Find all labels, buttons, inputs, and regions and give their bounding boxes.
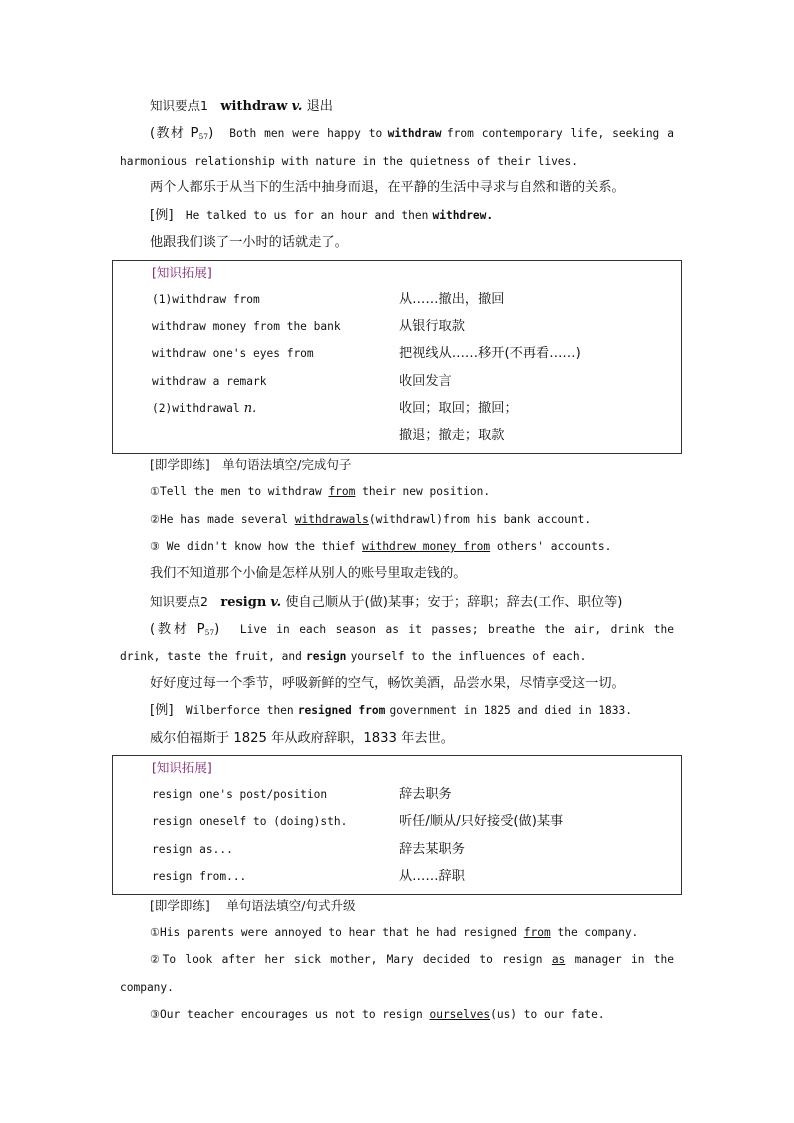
point1-ext-en-1: withdraw money from the bank	[152, 320, 341, 333]
point2-q2-line1: ②To look after her sick mother, Mary decided to resign as manager in the	[150, 953, 674, 966]
point1-ext-tag: [知识拓展]	[152, 265, 212, 280]
point1-label: 知识要点1	[150, 98, 208, 113]
point1-practice-heading: [即学即练] 单句语法填空/完成句子	[150, 457, 352, 472]
point2-practice-heading: [即学即练] 单句语法填空/句式升级	[150, 898, 356, 913]
point2-ext-cn-1: 听任/顺从/只好接受(做)某事	[399, 814, 564, 829]
point2-meaning: 使自己顺从于(做)某事；安于；辞职；辞去(工作、职位等)	[285, 595, 623, 610]
point1-q1: ①Tell the men to withdraw from their new position.	[150, 485, 491, 498]
point2-example-en-2: drink, taste the fruit, and resign yourself to the influences of each.	[120, 650, 587, 663]
point1-pos: v.	[291, 99, 303, 114]
point2-label: 知识要点2	[150, 594, 208, 609]
point2-ext-en-2: resign as...	[152, 843, 233, 856]
point1-ext-cn-5: 撤退；撤走；取款	[399, 428, 505, 443]
point2-li: [例] Wilberforce then resigned from government in 1825 and died in 1833.	[150, 703, 632, 718]
point2-q2-line2: company.	[120, 981, 174, 994]
point2-ext-en-1: resign oneself to (doing)sth.	[152, 815, 348, 828]
point2-ext-cn-3: 从……辞职	[399, 869, 465, 884]
point1-q2: ②He has made several withdrawals(withdrawl)from his bank account.	[150, 513, 592, 526]
point1-q3: ③ We didn't know how the thief withdrew money from others' accounts.	[150, 540, 612, 553]
point1-ext-cn-0: 从……撤出，撤回	[399, 292, 505, 307]
point2-example-cn: 好好度过每一个季节，呼吸新鲜的空气，畅饮美酒，品尝水果，尽情享受这一切。	[150, 676, 625, 691]
point1-ext-en-4: (2)withdrawal n.	[152, 401, 257, 416]
point1-word: withdraw	[220, 99, 288, 114]
point2-ext-cn-0: 辞去职务	[399, 787, 452, 802]
point1-example-en-1: (教材 $P_{57}$) Both men were happy to withdraw from contemporary life, seeking a	[150, 126, 674, 141]
point2-ext-en-3: resign from...	[152, 870, 247, 883]
point1-ext-cn-2: 把视线从……移开(不再看……)	[399, 346, 581, 361]
point2-ext-cn-2: 辞去某职务	[399, 842, 465, 857]
point2-q1: ①His parents were annoyed to hear that he had resigned from the company.	[150, 926, 639, 939]
point1-li-cn: 他跟我们谈了一小时的话就走了。	[150, 235, 348, 250]
point1-ext-en-3: withdraw a remark	[152, 375, 267, 388]
point1-example-cn: 两个人都乐于从当下的生活中抽身而退，在平静的生活中寻求与自然和谐的关系。	[150, 180, 625, 195]
point1-ext-en-0: (1)withdraw from	[152, 293, 260, 306]
point1-q3-cn: 我们不知道那个小偷是怎样从别人的账号里取走钱的。	[150, 566, 467, 581]
point1-meaning: 退出	[306, 99, 333, 114]
point1-li: [例] He talked to us for an hour and then withdrew.	[150, 208, 494, 223]
point2-li-cn: 威尔伯福斯于 1825 年从政府辞职，1833 年去世。	[150, 731, 454, 746]
point1-ext-cn-1: 从银行取款	[399, 319, 465, 334]
point1-heading	[150, 98, 333, 115]
point1-ext-cn-3: 收回发言	[399, 374, 452, 389]
point2-ext-en-0: resign one's post/position	[152, 788, 328, 801]
point1-example-en-2: harmonious relationship with nature in the quietness of their lives.	[120, 155, 579, 168]
point2-word: resign	[220, 595, 267, 610]
point2-example-en-1: (教材 $P_{57}$) Live in each season as it passes; breathe the air, drink the	[150, 622, 674, 637]
point1-ext-cn-4: 收回；取回；撤回；	[399, 401, 518, 416]
point2-ext-tag: [知识拓展]	[152, 760, 212, 775]
point2-q3: ③Our teacher encourages us not to resign ourselves(us) to our fate.	[150, 1008, 605, 1021]
point1-ext-en-2: withdraw one's eyes from	[152, 347, 314, 360]
point2-pos: v.	[270, 595, 282, 610]
point2-heading	[150, 594, 622, 611]
